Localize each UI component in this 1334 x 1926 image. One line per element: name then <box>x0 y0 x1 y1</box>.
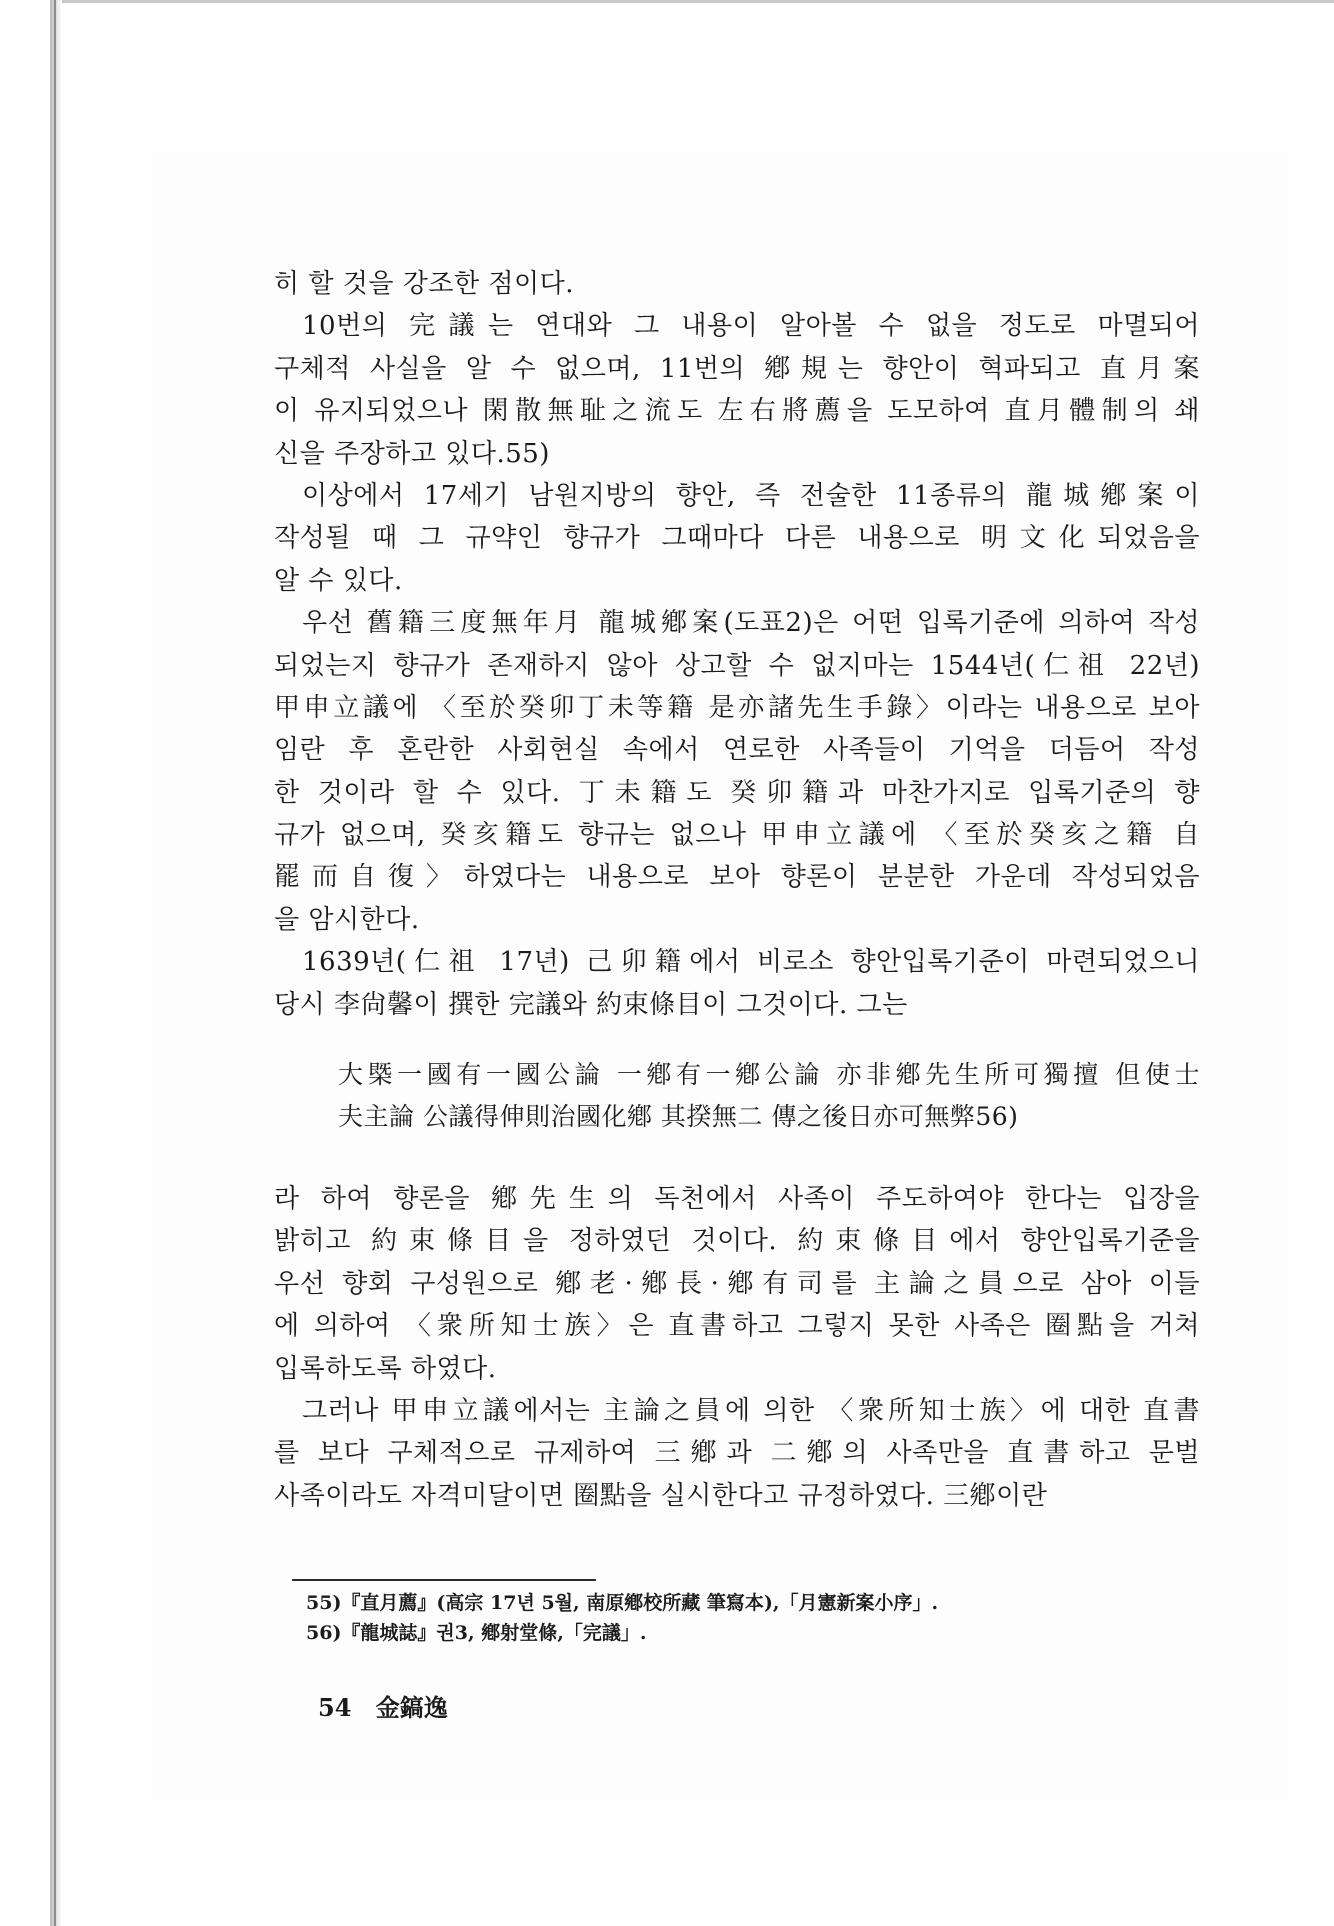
text-line: 작성될 때 그 규약인 향규가 그때마다 다른 내용으로 明文化되었음을 <box>274 523 1200 554</box>
spacer <box>274 1026 1200 1054</box>
spacer <box>274 1138 1200 1178</box>
text-line: 신을 주장하고 있다.55) <box>274 438 550 469</box>
text-line: 이상에서 17세기 남원지방의 향안, 즉 전술한 11종류의 龍城鄕案이 <box>302 480 1200 511</box>
text-line: 에 의하여 〈衆所知士族〉은 直書하고 그렇지 못한 사족은 圈點을 거쳐 <box>274 1311 1200 1342</box>
text-line: 히 할 것을 강조한 점이다. <box>274 269 574 299</box>
text-line: 그러나 甲申立議에서는 主論之員에 의한 〈衆所知士族〉에 대한 直書 <box>302 1395 1200 1426</box>
book-spine-edge <box>54 0 56 1926</box>
text-line: 甲申立議에 〈至於癸卯丁未等籍 是亦諸先生手錄〉이라는 내용으로 보아 <box>274 692 1200 723</box>
text-line: 알 수 있다. <box>274 565 403 596</box>
text-line: 구체적 사실을 알 수 없으며, 11번의 鄕規는 향안이 혁파되고 直月案 <box>274 353 1200 384</box>
text-line: 1639년(仁祖 17년) 己卯籍에서 비로소 향안입록기준이 마련되었으니 <box>302 947 1200 978</box>
text-line: 되었는지 향규가 존재하지 않아 상고할 수 없지마는 1544년(仁祖 22년) <box>274 650 1200 681</box>
text-line: 10번의 完議는 연대와 그 내용이 알아볼 수 없을 정도로 마멸되어 <box>302 311 1200 342</box>
book-spine-shadow <box>50 0 62 1926</box>
text-line: 우선 향회 구성원으로 鄕老·鄕長·鄕有司를 主論之員으로 삼아 이들 <box>274 1268 1200 1299</box>
text-line: 당시 李尙馨이 撰한 完議와 約束條目이 그것이다. 그는 <box>274 989 908 1020</box>
footnote-56: 56)『龍城誌』권3, 鄕射堂條,「完議」. <box>306 1622 647 1644</box>
footnotes <box>306 1588 1066 1648</box>
footnote-55: 55)『直月薦』(高宗 17년 5월, 南原鄕校所藏 筆寫本),「月憲新案小序」. <box>306 1592 939 1614</box>
text-line: 이 유지되었으나 閑散無耻之流도 左右將薦을 도모하여 直月體制의 쇄 <box>274 396 1200 427</box>
quote-line: 夫主論 公議得伸則治國化鄕 其揆無二 傳之後日亦可無弊56) <box>338 1102 1019 1132</box>
text-line: 라 하여 향론을 鄕先生의 독천에서 사족이 주도하여야 한다는 입장을 <box>274 1184 1200 1215</box>
footnote-divider <box>292 1579 596 1581</box>
text-line: 을 암시한다. <box>274 904 420 935</box>
text-line: 우선 舊籍三度無年月 龍城鄕案(도표2)은 어떤 입록기준에 의하여 작성 <box>302 608 1200 639</box>
quote-line: 大槩一國有一國公論 一鄕有一鄕公論 亦非鄕先生所可獨擅 但使士 <box>338 1060 1200 1090</box>
page-number: 54 <box>318 1693 352 1722</box>
text-line: 밝히고 約束條目을 정하였던 것이다. 約束條目에서 향안입록기준을 <box>274 1226 1200 1257</box>
block-quote <box>274 1054 1200 1138</box>
text-line: 사족이라도 자격미달이면 圈點을 실시한다고 규정하였다. 三鄕이란 <box>274 1480 1048 1511</box>
page-footer <box>318 1688 448 1723</box>
body-text <box>274 263 1200 1517</box>
text-line: 규가 없으며, 癸亥籍도 향규는 없으나 甲申立議에 〈至於癸亥之籍 自 <box>274 820 1200 851</box>
text-line: 입록하도록 하였다. <box>274 1353 497 1384</box>
text-line: 罷而自復〉하였다는 내용으로 보아 향론이 분분한 가운데 작성되었음 <box>274 862 1200 893</box>
text-line: 한 것이라 할 수 있다. 丁未籍도 癸卯籍과 마찬가지로 입록기준의 향 <box>274 777 1200 808</box>
text-line: 를 보다 구체적으로 규제하여 三鄕과 二鄕의 사족만을 直書하고 문벌 <box>274 1438 1200 1469</box>
page-top-edge <box>62 0 1334 3</box>
text-line: 임란 후 혼란한 사회현실 속에서 연로한 사족들이 기억을 더듬어 작성 <box>274 735 1200 766</box>
author-name: 金鎬逸 <box>375 1693 448 1722</box>
